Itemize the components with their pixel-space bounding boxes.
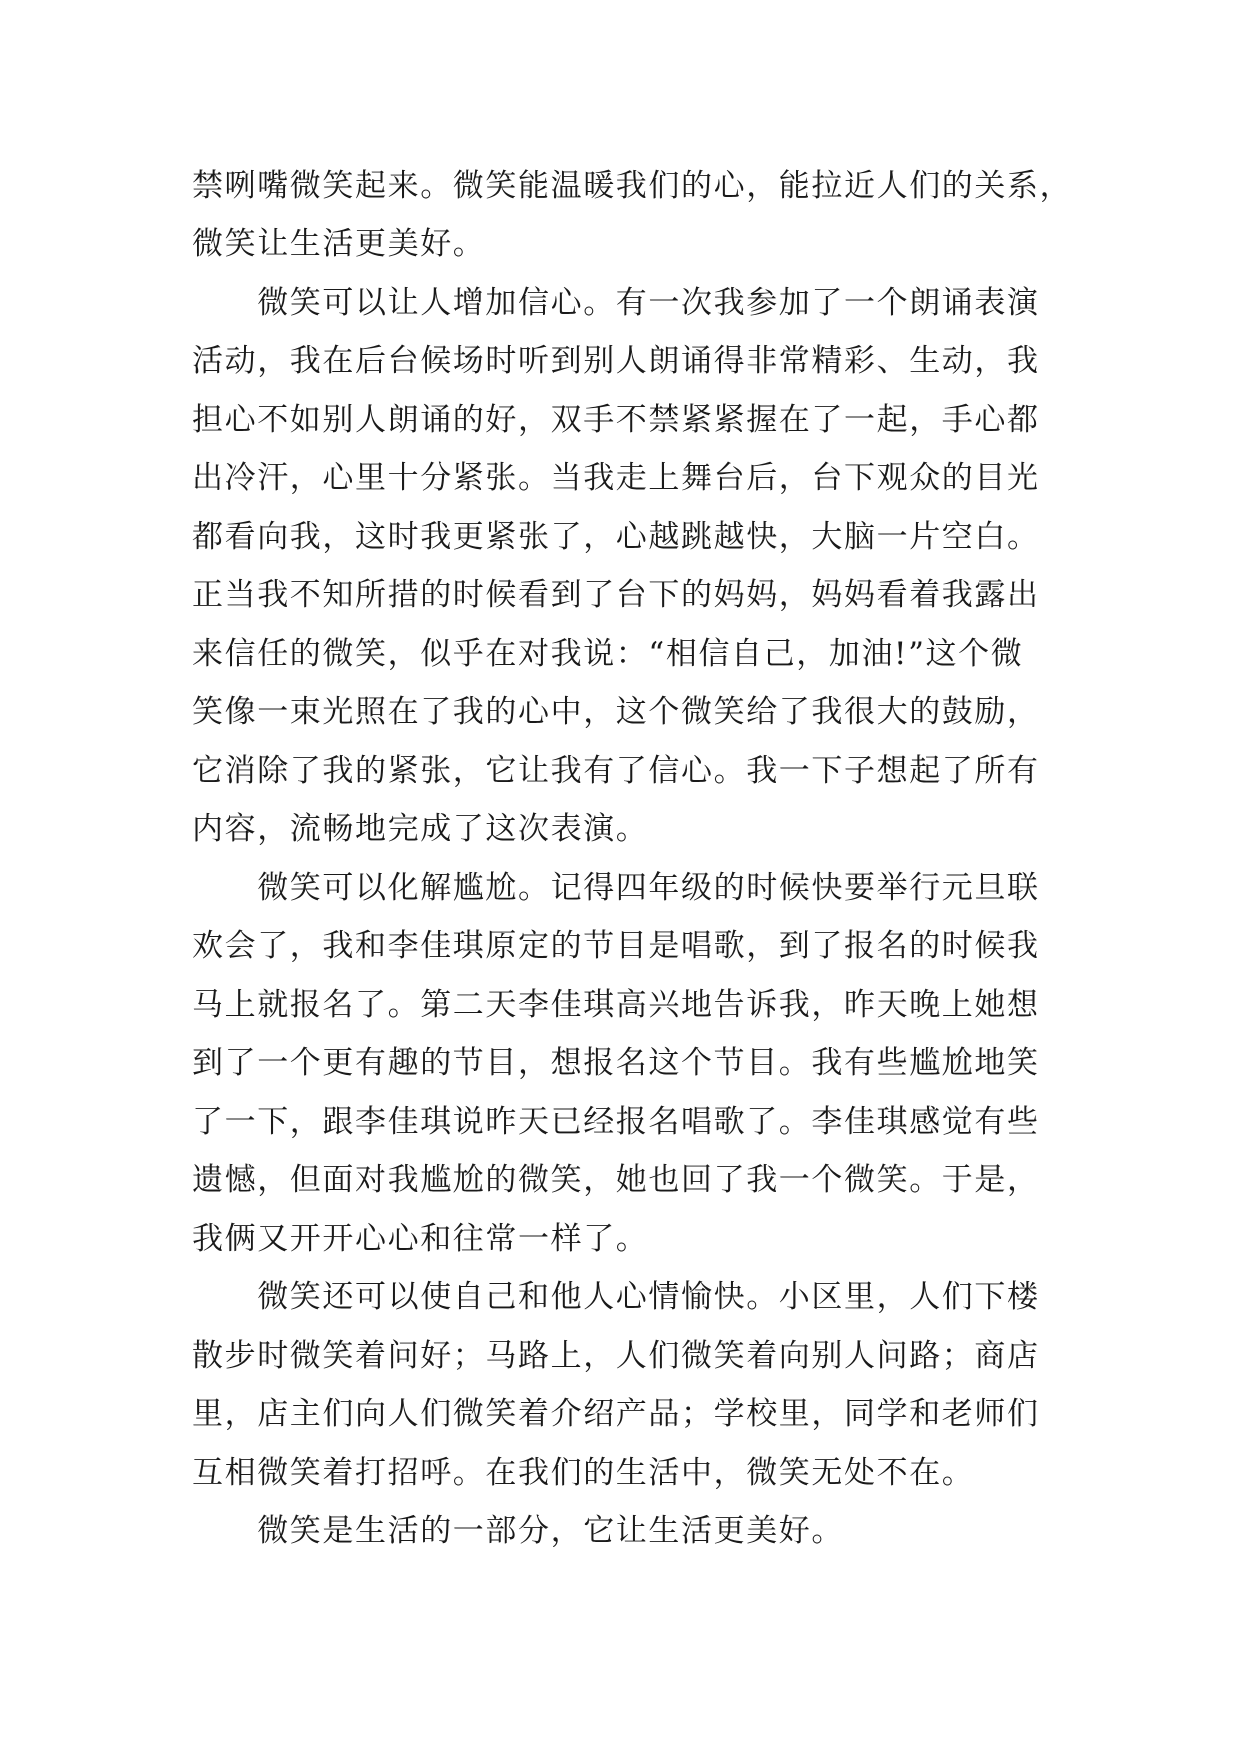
text-line: 它消除了我的紧张，它让我有了信心。我一下子想起了所有 [192, 753, 1040, 789]
text-line: 到了一个更有趣的节目，想报名这个节目。我有些尴尬地笑 [192, 1045, 1040, 1081]
text-line: 内容，流畅地完成了这次表演。 [192, 811, 649, 847]
text-line: 遗憾，但面对我尴尬的微笑，她也回了我一个微笑。于是， [192, 1162, 1040, 1198]
text-line: 我俩又开开心心和往常一样了。 [192, 1221, 649, 1257]
text-line: 微笑还可以使自己和他人心情愉快。小区里，人们下楼 [192, 1279, 1040, 1315]
text-line: 微笑可以让人增加信心。有一次我参加了一个朗诵表演 [192, 285, 1040, 321]
text-line: 禁咧嘴微笑起来。微笑能温暖我们的心，能拉近人们的关系， [192, 168, 1073, 204]
text-line: 正当我不知所措的时候看到了台下的妈妈，妈妈看着我露出 [192, 577, 1040, 613]
text-line: 都看向我，这时我更紧张了，心越跳越快，大脑一片空白。 [192, 519, 1040, 555]
text-line: 马上就报名了。第二天李佳琪高兴地告诉我，昨天晚上她想 [192, 987, 1040, 1023]
text-line: 了一下，跟李佳琪说昨天已经报名唱歌了。李佳琪感觉有些 [192, 1104, 1040, 1140]
text-line: 微笑让生活更美好。 [192, 226, 486, 262]
text-line: 微笑可以化解尴尬。记得四年级的时候快要举行元旦联 [192, 870, 1040, 906]
text-line: 欢会了，我和李佳琪原定的节目是唱歌，到了报名的时候我 [192, 928, 1040, 964]
text-line: 笑像一束光照在了我的心中，这个微笑给了我很大的鼓励， [192, 694, 1040, 730]
text-line: 出冷汗，心里十分紧张。当我走上舞台后，台下观众的目光 [192, 460, 1040, 496]
text-line: 担心不如别人朗诵的好，双手不禁紧紧握在了一起，手心都 [192, 402, 1040, 438]
text-line: 散步时微笑着问好；马路上，人们微笑着向别人问路；商店 [192, 1338, 1040, 1374]
text-line: 互相微笑着打招呼。在我们的生活中，微笑无处不在。 [192, 1455, 975, 1491]
text-line: 活动，我在后台候场时听到别人朗诵得非常精彩、生动，我 [192, 343, 1040, 379]
text-line: 微笑是生活的一部分，它让生活更美好。 [192, 1513, 844, 1549]
text-line: 来信任的微笑，似乎在对我说：“相信自己，加油!”这个微 [192, 636, 1024, 672]
text-line: 里，店主们向人们微笑着介绍产品；学校里，同学和老师们 [192, 1396, 1040, 1432]
